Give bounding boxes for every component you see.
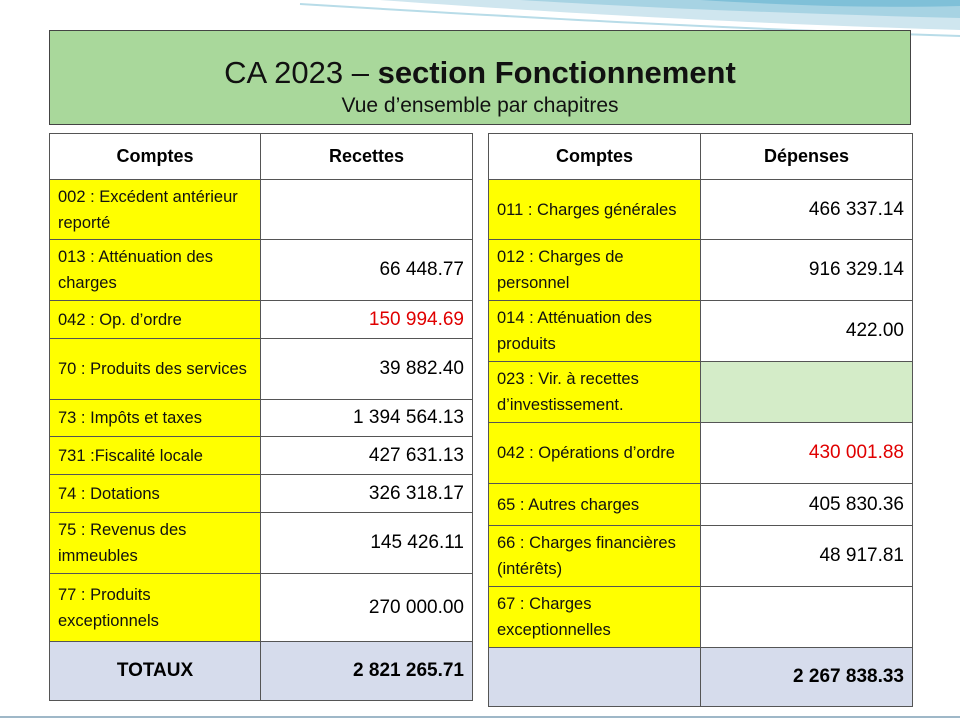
table-row bbox=[489, 240, 913, 301]
compte-label: 73 : Impôts et taxes bbox=[50, 400, 261, 437]
table-row bbox=[50, 574, 473, 642]
compte-label: 042 : Opérations d’ordre bbox=[489, 423, 701, 484]
depenses-table bbox=[488, 133, 913, 707]
table-row bbox=[50, 339, 473, 400]
compte-label: 74 : Dotations bbox=[50, 475, 261, 513]
montant-value: 66 448.77 bbox=[261, 240, 473, 301]
montant-value: 430 001.88 bbox=[701, 423, 913, 484]
slide-title-box bbox=[49, 30, 911, 125]
total-label: TOTAUX bbox=[50, 642, 261, 701]
recettes-header-montant: Recettes bbox=[261, 134, 473, 180]
total-label bbox=[489, 648, 701, 707]
table-row bbox=[489, 423, 913, 484]
title-bold: section Fonctionnement bbox=[377, 55, 736, 90]
total-value: 2 821 265.71 bbox=[261, 642, 473, 701]
table-row bbox=[50, 400, 473, 437]
table-row bbox=[50, 437, 473, 475]
montant-value: 150 994.69 bbox=[261, 301, 473, 339]
table-row bbox=[50, 240, 473, 301]
table-row bbox=[50, 301, 473, 339]
slide-title bbox=[50, 55, 910, 91]
table-row bbox=[489, 587, 913, 648]
compte-label: 65 : Autres charges bbox=[489, 484, 701, 526]
montant-value: 1 394 564.13 bbox=[261, 400, 473, 437]
compte-label: 002 : Excédent antérieur reporté bbox=[50, 180, 261, 240]
title-plain: CA 2023 – bbox=[224, 55, 378, 90]
table-row bbox=[489, 301, 913, 362]
table-row bbox=[489, 180, 913, 240]
montant-value bbox=[261, 180, 473, 240]
montant-value: 427 631.13 bbox=[261, 437, 473, 475]
table-row bbox=[489, 362, 913, 423]
table-row bbox=[489, 484, 913, 526]
montant-value: 39 882.40 bbox=[261, 339, 473, 400]
depenses-header-row bbox=[489, 134, 913, 180]
montant-value bbox=[701, 362, 913, 423]
compte-label: 66 : Charges financières (intérêts) bbox=[489, 526, 701, 587]
depenses-total-row bbox=[489, 648, 913, 707]
compte-label: 012 : Charges de personnel bbox=[489, 240, 701, 301]
compte-label: 042 : Op. d’ordre bbox=[50, 301, 261, 339]
table-row bbox=[50, 513, 473, 574]
total-value: 2 267 838.33 bbox=[701, 648, 913, 707]
depenses-header-montant: Dépenses bbox=[701, 134, 913, 180]
montant-value: 270 000.00 bbox=[261, 574, 473, 642]
montant-value bbox=[701, 587, 913, 648]
montant-value: 48 917.81 bbox=[701, 526, 913, 587]
compte-label: 67 : Charges exceptionnelles bbox=[489, 587, 701, 648]
recettes-header-comptes: Comptes bbox=[50, 134, 261, 180]
recettes-table bbox=[49, 133, 473, 701]
depenses-header-comptes: Comptes bbox=[489, 134, 701, 180]
recettes-total-row bbox=[50, 642, 473, 701]
montant-value: 466 337.14 bbox=[701, 180, 913, 240]
slide-subtitle: Vue d’ensemble par chapitres bbox=[341, 94, 619, 117]
montant-value: 422.00 bbox=[701, 301, 913, 362]
bottom-divider bbox=[0, 716, 960, 718]
compte-label: 014 : Atténuation des produits bbox=[489, 301, 701, 362]
compte-label: 70 : Produits des services bbox=[50, 339, 261, 400]
compte-label: 011 : Charges générales bbox=[489, 180, 701, 240]
montant-value: 326 318.17 bbox=[261, 475, 473, 513]
montant-value: 916 329.14 bbox=[701, 240, 913, 301]
compte-label: 77 : Produits exceptionnels bbox=[50, 574, 261, 642]
recettes-header-row bbox=[50, 134, 473, 180]
compte-label: 023 : Vir. à recettes d’investissement. bbox=[489, 362, 701, 423]
montant-value: 405 830.36 bbox=[701, 484, 913, 526]
compte-label: 75 : Revenus des immeubles bbox=[50, 513, 261, 574]
table-row bbox=[489, 526, 913, 587]
compte-label: 731 :Fiscalité locale bbox=[50, 437, 261, 475]
table-row bbox=[50, 180, 473, 240]
montant-value: 145 426.11 bbox=[261, 513, 473, 574]
table-row bbox=[50, 475, 473, 513]
compte-label: 013 : Atténuation des charges bbox=[50, 240, 261, 301]
